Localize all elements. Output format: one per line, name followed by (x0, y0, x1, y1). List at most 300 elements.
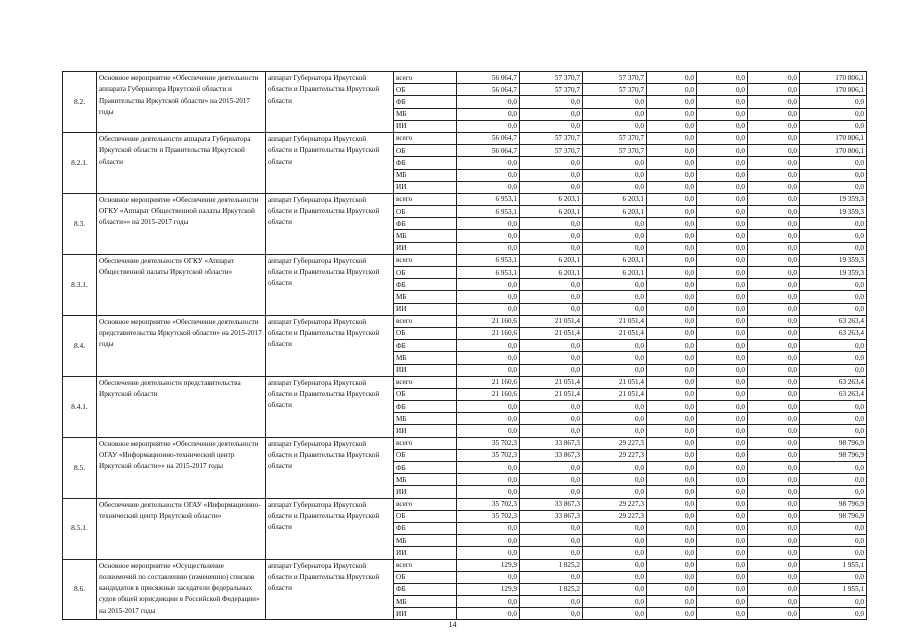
amount-cell: 0,0 (800, 486, 867, 498)
amount-cell: 0,0 (697, 413, 748, 425)
amount-cell: 0,0 (520, 474, 583, 486)
amount-cell: 0,0 (583, 242, 647, 254)
item-executor: аппарат Губернатора Иркутской области и Правительства Иркутской области (266, 498, 394, 559)
amount-cell: 0,0 (697, 401, 748, 413)
amount-cell: 0,0 (748, 571, 800, 583)
amount-cell: 0,0 (697, 522, 748, 534)
amount-cell: 0,0 (800, 181, 867, 193)
amount-cell: 35 702,3 (457, 437, 520, 449)
amount-cell: 0,0 (800, 291, 867, 303)
item-title: Обеспечение деятельности аппарата Губернатора Иркутской области и Правительства Иркутской области (97, 132, 266, 193)
amount-cell: 0,0 (697, 120, 748, 132)
amount-cell: 0,0 (457, 413, 520, 425)
item-number: 8.5. (63, 437, 97, 498)
amount-cell: 0,0 (520, 291, 583, 303)
amount-cell: 0,0 (457, 120, 520, 132)
amount-cell: 0,0 (647, 84, 697, 96)
amount-cell: 57 370,7 (583, 132, 647, 144)
amount-cell: 0,0 (800, 108, 867, 120)
table-row (63, 437, 867, 449)
table-row (63, 132, 867, 144)
funding-source-cell: всего (394, 72, 457, 84)
amount-cell: 1 825,2 (520, 559, 583, 571)
amount-cell: 35 702,3 (457, 449, 520, 461)
item-number: 8.4. (63, 315, 97, 376)
amount-cell: 0,0 (647, 315, 697, 327)
funding-source-cell: МБ (394, 230, 457, 242)
amount-cell: 0,0 (583, 596, 647, 608)
amount-cell: 0,0 (748, 388, 800, 400)
funding-source-cell: МБ (394, 291, 457, 303)
amount-cell: 0,0 (748, 522, 800, 534)
funding-source-cell: ФБ (394, 340, 457, 352)
amount-cell: 0,0 (457, 279, 520, 291)
amount-cell: 0,0 (697, 449, 748, 461)
amount-cell: 129,9 (457, 583, 520, 595)
amount-cell: 0,0 (520, 401, 583, 413)
amount-cell: 0,0 (647, 583, 697, 595)
amount-cell: 0,0 (647, 254, 697, 266)
amount-cell: 0,0 (583, 583, 647, 595)
amount-cell: 21 051,4 (583, 327, 647, 339)
item-executor: аппарат Губернатора Иркутской области и Правительства Иркутской области (266, 437, 394, 498)
amount-cell: 0,0 (520, 120, 583, 132)
amount-cell: 21 051,4 (520, 315, 583, 327)
amount-cell: 0,0 (520, 108, 583, 120)
amount-cell: 0,0 (520, 279, 583, 291)
amount-cell: 0,0 (697, 145, 748, 157)
amount-cell: 6 203,1 (583, 267, 647, 279)
amount-cell: 0,0 (647, 340, 697, 352)
amount-cell: 0,0 (800, 352, 867, 364)
amount-cell: 0,0 (748, 108, 800, 120)
amount-cell: 0,0 (748, 401, 800, 413)
amount-cell: 0,0 (748, 596, 800, 608)
amount-cell: 0,0 (457, 230, 520, 242)
amount-cell: 33 867,3 (520, 498, 583, 510)
amount-cell: 0,0 (697, 583, 748, 595)
amount-cell: 0,0 (748, 72, 800, 84)
funding-source-cell: ИИ (394, 120, 457, 132)
amount-cell: 0,0 (457, 364, 520, 376)
funding-source-cell: ИИ (394, 181, 457, 193)
amount-cell: 0,0 (647, 291, 697, 303)
amount-cell: 0,0 (647, 401, 697, 413)
amount-cell: 0,0 (800, 401, 867, 413)
amount-cell: 0,0 (748, 559, 800, 571)
amount-cell: 0,0 (457, 596, 520, 608)
amount-cell: 0,0 (697, 315, 748, 327)
amount-cell: 0,0 (800, 425, 867, 437)
funding-source-cell: ОБ (394, 145, 457, 157)
amount-cell: 0,0 (583, 413, 647, 425)
amount-cell: 0,0 (748, 462, 800, 474)
amount-cell: 0,0 (748, 486, 800, 498)
budget-table (62, 71, 867, 620)
amount-cell: 0,0 (583, 279, 647, 291)
amount-cell: 0,0 (457, 157, 520, 169)
amount-cell: 6 203,1 (583, 193, 647, 205)
amount-cell: 6 203,1 (520, 193, 583, 205)
amount-cell: 0,0 (800, 413, 867, 425)
amount-cell: 0,0 (697, 108, 748, 120)
amount-cell: 0,0 (647, 608, 697, 620)
amount-cell: 0,0 (697, 206, 748, 218)
amount-cell: 98 796,9 (800, 498, 867, 510)
amount-cell: 0,0 (583, 218, 647, 230)
amount-cell: 0,0 (800, 96, 867, 108)
item-number: 8.3. (63, 193, 97, 254)
funding-source-cell: ФБ (394, 96, 457, 108)
amount-cell: 0,0 (748, 303, 800, 315)
amount-cell: 0,0 (583, 169, 647, 181)
amount-cell: 0,0 (457, 96, 520, 108)
amount-cell: 0,0 (800, 242, 867, 254)
amount-cell: 6 203,1 (583, 254, 647, 266)
amount-cell: 0,0 (647, 559, 697, 571)
amount-cell: 0,0 (457, 425, 520, 437)
amount-cell: 0,0 (647, 352, 697, 364)
table-row (63, 559, 867, 571)
amount-cell: 0,0 (697, 340, 748, 352)
amount-cell: 0,0 (697, 267, 748, 279)
item-executor: аппарат Губернатора Иркутской области и Правительства Иркутской области (266, 193, 394, 254)
amount-cell: 0,0 (748, 84, 800, 96)
amount-cell: 0,0 (583, 486, 647, 498)
amount-cell: 0,0 (697, 608, 748, 620)
funding-source-cell: МБ (394, 413, 457, 425)
amount-cell: 0,0 (697, 596, 748, 608)
amount-cell: 0,0 (583, 462, 647, 474)
amount-cell: 0,0 (697, 535, 748, 547)
amount-cell: 0,0 (647, 108, 697, 120)
amount-cell: 6 203,1 (520, 267, 583, 279)
amount-cell: 0,0 (800, 303, 867, 315)
amount-cell: 57 370,7 (583, 84, 647, 96)
amount-cell: 33 867,3 (520, 437, 583, 449)
amount-cell: 0,0 (647, 425, 697, 437)
amount-cell: 56 064,7 (457, 145, 520, 157)
amount-cell: 0,0 (647, 596, 697, 608)
amount-cell: 0,0 (748, 352, 800, 364)
amount-cell: 0,0 (583, 108, 647, 120)
amount-cell: 0,0 (647, 449, 697, 461)
amount-cell: 0,0 (647, 169, 697, 181)
amount-cell: 0,0 (647, 72, 697, 84)
amount-cell: 0,0 (520, 242, 583, 254)
amount-cell: 0,0 (697, 559, 748, 571)
amount-cell: 0,0 (697, 96, 748, 108)
amount-cell: 0,0 (697, 327, 748, 339)
amount-cell: 29 227,3 (583, 498, 647, 510)
amount-cell: 0,0 (520, 230, 583, 242)
amount-cell: 0,0 (647, 120, 697, 132)
amount-cell: 98 796,9 (800, 449, 867, 461)
amount-cell: 0,0 (800, 547, 867, 559)
amount-cell: 56 064,7 (457, 72, 520, 84)
amount-cell: 35 702,3 (457, 510, 520, 522)
amount-cell: 0,0 (583, 571, 647, 583)
amount-cell: 0,0 (697, 132, 748, 144)
amount-cell: 0,0 (697, 352, 748, 364)
amount-cell: 0,0 (697, 242, 748, 254)
amount-cell: 0,0 (457, 242, 520, 254)
funding-source-cell: ИИ (394, 608, 457, 620)
funding-source-cell: ИИ (394, 547, 457, 559)
funding-source-cell: МБ (394, 535, 457, 547)
amount-cell: 29 227,3 (583, 510, 647, 522)
amount-cell: 6 953,1 (457, 206, 520, 218)
amount-cell: 0,0 (520, 596, 583, 608)
amount-cell: 1 955,1 (800, 583, 867, 595)
amount-cell: 0,0 (748, 474, 800, 486)
amount-cell: 21 051,4 (520, 376, 583, 388)
amount-cell: 21 160,6 (457, 376, 520, 388)
amount-cell: 0,0 (457, 608, 520, 620)
amount-cell: 0,0 (583, 364, 647, 376)
amount-cell: 56 064,7 (457, 132, 520, 144)
amount-cell: 0,0 (647, 279, 697, 291)
amount-cell: 0,0 (647, 230, 697, 242)
amount-cell: 0,0 (647, 96, 697, 108)
amount-cell: 0,0 (583, 559, 647, 571)
funding-source-cell: ФБ (394, 583, 457, 595)
amount-cell: 0,0 (520, 303, 583, 315)
amount-cell: 0,0 (697, 510, 748, 522)
amount-cell: 0,0 (697, 84, 748, 96)
amount-cell: 0,0 (748, 376, 800, 388)
funding-source-cell: ФБ (394, 522, 457, 534)
amount-cell: 33 867,3 (520, 510, 583, 522)
funding-source-cell: ОБ (394, 206, 457, 218)
amount-cell: 0,0 (457, 303, 520, 315)
amount-cell: 63 263,4 (800, 315, 867, 327)
amount-cell: 0,0 (457, 522, 520, 534)
amount-cell: 0,0 (457, 486, 520, 498)
amount-cell: 21 160,6 (457, 327, 520, 339)
funding-source-cell: ОБ (394, 84, 457, 96)
amount-cell: 0,0 (748, 254, 800, 266)
item-executor: аппарат Губернатора Иркутской области и Правительства Иркутской области (266, 315, 394, 376)
item-title: Обеспечение деятельности представительства Иркутской области (97, 376, 266, 437)
amount-cell: 0,0 (647, 376, 697, 388)
amount-cell: 0,0 (697, 230, 748, 242)
amount-cell: 0,0 (583, 535, 647, 547)
item-title: Основное мероприятие «Обеспечение деятельности ОГАУ «Информационно-технический центр Иркутской области»» на 2015-2017 годы (97, 437, 266, 498)
amount-cell: 0,0 (697, 425, 748, 437)
funding-source-cell: МБ (394, 352, 457, 364)
amount-cell: 0,0 (697, 364, 748, 376)
amount-cell: 0,0 (800, 364, 867, 376)
amount-cell: 33 867,3 (520, 449, 583, 461)
amount-cell: 57 370,7 (520, 84, 583, 96)
amount-cell: 0,0 (520, 486, 583, 498)
amount-cell: 0,0 (800, 279, 867, 291)
page-number: 14 (448, 620, 457, 629)
amount-cell: 0,0 (457, 291, 520, 303)
amount-cell: 57 370,7 (520, 72, 583, 84)
item-executor: аппарат Губернатора Иркутской области и Правительства Иркутской области (266, 559, 394, 620)
amount-cell: 0,0 (800, 340, 867, 352)
amount-cell: 57 370,7 (583, 145, 647, 157)
funding-source-cell: всего (394, 315, 457, 327)
amount-cell: 0,0 (800, 157, 867, 169)
amount-cell: 0,0 (748, 193, 800, 205)
amount-cell: 0,0 (647, 181, 697, 193)
amount-cell: 19 359,3 (800, 193, 867, 205)
amount-cell: 0,0 (800, 169, 867, 181)
amount-cell: 0,0 (748, 291, 800, 303)
funding-source-cell: МБ (394, 108, 457, 120)
amount-cell: 0,0 (697, 547, 748, 559)
amount-cell: 98 796,9 (800, 437, 867, 449)
table-row (63, 72, 867, 84)
amount-cell: 19 359,3 (800, 254, 867, 266)
amount-cell: 0,0 (457, 547, 520, 559)
amount-cell: 0,0 (748, 230, 800, 242)
amount-cell: 0,0 (520, 352, 583, 364)
amount-cell: 0,0 (457, 401, 520, 413)
amount-cell: 0,0 (697, 437, 748, 449)
amount-cell: 0,0 (748, 242, 800, 254)
amount-cell: 0,0 (583, 181, 647, 193)
amount-cell: 98 796,9 (800, 510, 867, 522)
amount-cell: 0,0 (748, 206, 800, 218)
amount-cell: 170 806,1 (800, 84, 867, 96)
amount-cell: 6 953,1 (457, 267, 520, 279)
amount-cell: 0,0 (583, 425, 647, 437)
amount-cell: 0,0 (647, 571, 697, 583)
amount-cell: 0,0 (647, 388, 697, 400)
amount-cell: 0,0 (457, 535, 520, 547)
amount-cell: 1 825,2 (520, 583, 583, 595)
funding-source-cell: ФБ (394, 462, 457, 474)
amount-cell: 0,0 (647, 364, 697, 376)
funding-source-cell: ИИ (394, 364, 457, 376)
amount-cell: 0,0 (800, 474, 867, 486)
amount-cell: 0,0 (748, 413, 800, 425)
funding-source-cell: ИИ (394, 486, 457, 498)
amount-cell: 0,0 (697, 72, 748, 84)
table-row (63, 254, 867, 266)
item-number: 8.3.1. (63, 254, 97, 315)
amount-cell: 0,0 (697, 254, 748, 266)
amount-cell: 0,0 (520, 169, 583, 181)
table-row (63, 315, 867, 327)
amount-cell: 129,9 (457, 559, 520, 571)
amount-cell: 0,0 (583, 522, 647, 534)
amount-cell: 0,0 (583, 547, 647, 559)
amount-cell: 0,0 (647, 206, 697, 218)
amount-cell: 0,0 (748, 583, 800, 595)
amount-cell: 57 370,7 (583, 72, 647, 84)
amount-cell: 0,0 (697, 157, 748, 169)
amount-cell: 0,0 (457, 181, 520, 193)
amount-cell: 0,0 (647, 498, 697, 510)
amount-cell: 21 051,4 (520, 327, 583, 339)
amount-cell: 0,0 (583, 230, 647, 242)
amount-cell: 0,0 (520, 340, 583, 352)
amount-cell: 0,0 (457, 218, 520, 230)
item-title: Основное мероприятие «Обеспечение деятельности представительства Иркутской области» на 2015-2017 годы (97, 315, 266, 376)
amount-cell: 0,0 (520, 462, 583, 474)
table-row (63, 498, 867, 510)
amount-cell: 0,0 (800, 596, 867, 608)
amount-cell: 0,0 (800, 462, 867, 474)
amount-cell: 0,0 (647, 437, 697, 449)
amount-cell: 19 359,3 (800, 267, 867, 279)
amount-cell: 0,0 (748, 535, 800, 547)
amount-cell: 0,0 (647, 522, 697, 534)
amount-cell: 0,0 (697, 279, 748, 291)
amount-cell: 0,0 (647, 145, 697, 157)
amount-cell: 0,0 (697, 291, 748, 303)
item-number: 8.4.1. (63, 376, 97, 437)
amount-cell: 63 263,4 (800, 388, 867, 400)
amount-cell: 0,0 (800, 230, 867, 242)
amount-cell: 0,0 (748, 510, 800, 522)
amount-cell: 21 051,4 (520, 388, 583, 400)
item-title: Обеспечение деятельности ОГАУ «Информационно-технический центр Иркутской области» (97, 498, 266, 559)
amount-cell: 0,0 (748, 498, 800, 510)
amount-cell: 0,0 (800, 571, 867, 583)
amount-cell: 0,0 (583, 120, 647, 132)
amount-cell: 0,0 (748, 267, 800, 279)
amount-cell: 0,0 (697, 486, 748, 498)
amount-cell: 0,0 (583, 340, 647, 352)
amount-cell: 29 227,3 (583, 437, 647, 449)
amount-cell: 0,0 (647, 193, 697, 205)
amount-cell: 170 806,1 (800, 72, 867, 84)
amount-cell: 0,0 (697, 376, 748, 388)
amount-cell: 0,0 (520, 218, 583, 230)
amount-cell: 0,0 (520, 425, 583, 437)
table-row (63, 376, 867, 388)
amount-cell: 0,0 (647, 218, 697, 230)
amount-cell: 0,0 (800, 120, 867, 132)
amount-cell: 0,0 (583, 303, 647, 315)
amount-cell: 0,0 (647, 535, 697, 547)
amount-cell: 0,0 (748, 547, 800, 559)
amount-cell: 0,0 (647, 486, 697, 498)
amount-cell: 6 953,1 (457, 254, 520, 266)
amount-cell: 0,0 (520, 157, 583, 169)
amount-cell: 0,0 (697, 388, 748, 400)
amount-cell: 35 702,3 (457, 498, 520, 510)
funding-source-cell: МБ (394, 596, 457, 608)
amount-cell: 0,0 (520, 608, 583, 620)
amount-cell: 1 955,1 (800, 559, 867, 571)
funding-source-cell: всего (394, 498, 457, 510)
funding-source-cell: ИИ (394, 242, 457, 254)
amount-cell: 0,0 (748, 157, 800, 169)
amount-cell: 0,0 (647, 157, 697, 169)
amount-cell: 0,0 (520, 535, 583, 547)
amount-cell: 0,0 (748, 218, 800, 230)
item-number: 8.5.1. (63, 498, 97, 559)
amount-cell: 0,0 (583, 96, 647, 108)
amount-cell: 0,0 (647, 413, 697, 425)
funding-source-cell: ОБ (394, 571, 457, 583)
amount-cell: 0,0 (583, 401, 647, 413)
amount-cell: 0,0 (748, 340, 800, 352)
amount-cell: 0,0 (457, 352, 520, 364)
funding-source-cell: ОБ (394, 388, 457, 400)
amount-cell: 56 064,7 (457, 84, 520, 96)
amount-cell: 0,0 (697, 474, 748, 486)
amount-cell: 0,0 (748, 96, 800, 108)
amount-cell: 0,0 (647, 462, 697, 474)
